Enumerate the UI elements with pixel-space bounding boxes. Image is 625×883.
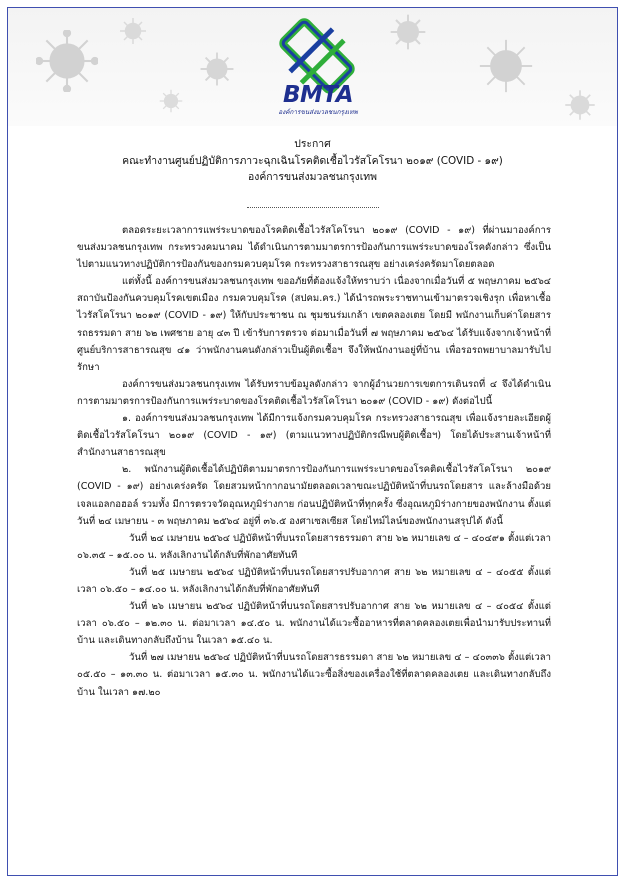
logo-brand-text: BMTA xyxy=(282,82,354,108)
divider xyxy=(247,207,379,208)
virus-icon xyxy=(388,12,428,52)
timeline-entry: วันที่ ๒๔ เมษายน ๒๕๖๔ ปฏิบัติหน้าที่บนรถโดยสารธรรมดา สาย ๖๒ หมายเลข ๔ – ๔๐๔๙๑ ตั้งแต่เวลา ๐๖.๓๕ – ๑๕.๐๐ น. หลังเลิกงานได้กลับที่พักอาศัยทันที xyxy=(77,532,551,561)
timeline-entry: วันที่ ๒๖ เมษายน ๒๕๖๔ ปฏิบัติหน้าที่บนรถโดยสารปรับอากาศ สาย ๖๒ หมายเลข ๔ – ๔๐๕๔ ตั้งแต่เวลา ๐๖.๕๐ – ๑๒.๓๐ น. ต่อมาเวลา ๑๔.๕๐ น. พนักงานได้แวะซื้ออาหารที่ตลาดคลองเตยเพื่อนำมารับประทานที่บ้าน และเดินทางกลับถึงบ้าน ในเวลา ๑๕.๔๐ น. xyxy=(77,601,551,647)
virus-icon xyxy=(563,88,597,122)
virus-icon xyxy=(118,16,148,46)
heading-line-1: ประกาศ xyxy=(294,138,331,150)
heading-line-3: องค์การขนส่งมวลชนกรุงเทพ xyxy=(248,171,377,183)
timeline-entry: วันที่ ๒๕ เมษายน ๒๕๖๔ ปฏิบัติหน้าที่บนรถโดยสารปรับอากาศ สาย ๖๒ หมายเลข ๔ – ๔๐๕๕ ตั้งแต่เวลา ๐๖.๕๐ – ๑๔.๐๐ น. หลังเลิกงานได้กลับที่พักอาศัยทันที xyxy=(77,566,551,595)
virus-icon xyxy=(198,50,236,88)
timeline-entry: วันที่ ๒๗ เมษายน ๒๕๖๔ ปฏิบัติหน้าที่บนรถโดยสารธรรมดา สาย ๖๒ หมายเลข ๔ – ๔๐๓๓๖ ตั้งแต่เวลา ๐๕.๕๐ – ๑๓.๓๐ น. ต่อมาเวลา ๑๕.๓๐ น. พนักงานได้แวะซื้อสิ่งของเครื่องใช้ที่ตลาดคลองเตย และเดินทางกลับถึงบ้าน ในเวลา ๑๗.๒๐ xyxy=(77,652,551,698)
paragraph-item-1: ๑. องค์การขนส่งมวลชนกรุงเทพ ได้มีการแจ้งกรมควบคุมโรค กระทรวงสาธารณสุข เพื่อแจ้งรายละเอียดผู้ติดเชื้อไวรัสโคโรนา ๒๐๑๙ (COVID - ๑๙) (ตามแนวทางปฏิบัติกรณีพบผู้ติดเชื้อฯ) โดยได้ประสานเจ้าหน้าที่สำนักงานสาธารณสุข xyxy=(77,413,551,459)
announcement-body xyxy=(77,222,551,701)
virus-icon xyxy=(158,88,184,114)
paragraph-case-report: แต่ทั้งนี้ องค์การขนส่งมวลชนกรุงเทพ ขออภัยที่ต้องแจ้งให้ทราบว่า เนื่องจากเมื่อวันที่ ๕ พฤษภาคม ๒๕๖๔ สถาบันป้องกันควบคุมโรคเขตเมือง กรมควบคุมโรค (สปคม.คร.) ได้นำรถพระราชทานเข้ามาตรวจเชิงรุก เพื่อหาเชื้อไวรัสโคโรนา ๒๐๑๙ (COVID - ๑๙) ให้กับประชาชน ณ ชุมชนร่มเกล้า เขตคลองเตย โดยมี พนักงานเก็บค่าโดยสารรถธรรมดา สาย ๖๒ เพศชาย อายุ ๔๓ ปี เข้ารับการตรวจ ต่อมาเมื่อวันที่ ๗ พฤษภาคม ๒๕๖๔ ได้รับแจ้งจากเจ้าหน้าที่ศูนย์บริการสาธารณสุข ๔๑ ว่าพนักงานคนดังกล่าวเป็นผู้ติดเชื้อฯ จึงให้พนักงานอยู่ที่บ้าน เพื่อรอรถพยาบาลมารับไปรักษา xyxy=(77,276,551,373)
logo-subtitle: องค์การขนส่งมวลชนกรุงเทพ xyxy=(278,108,358,116)
announcement-heading xyxy=(60,136,565,186)
paragraph-measures-intro: องค์การขนส่งมวลชนกรุงเทพ ได้รับทราบข้อมูลดังกล่าว จากผู้อำนวยการเขตการเดินรถที่ ๔ จึงได้ดำเนินการตามมาตรการป้องกันการแพร่ระบาดของโรคติดเชื้อไวรัสโคโรนา ๒๐๑๙ (COVID - ๑๙) ดังต่อไปนี้ xyxy=(77,378,551,407)
virus-icon xyxy=(36,30,98,92)
heading-line-2: คณะทำงานศูนย์ปฏิบัติการภาวะฉุกเฉินโรคติดเชื้อไวรัสโคโรนา ๒๐๑๙ (COVID - ๑๙) xyxy=(122,154,503,167)
paragraph-item-2: ๒. พนักงานผู้ติดเชื้อได้ปฏิบัติตามมาตรการป้องกันการแพร่ระบาดของโรคติดเชื้อไวรัสโคโรนา ๒๐๑๙ (COVID - ๑๙) อย่างเคร่งครัด โดยสวมหน้ากากอนามัยตลอดเวลาขณะปฏิบัติหน้าที่บนรถโดยสาร และล้างมือด้วยเจลแอลกอฮอล์ รวมทั้ง มีการตรวจวัดอุณหภูมิร่างกาย ก่อนปฏิบัติหน้าที่ทุกครั้ง ซึ่งอุณหภูมิร่างกายของพนักงาน ตั้งแต่วันที่ ๒๔ เมษายน - ๓ พฤษภาคม ๒๕๖๔ อยู่ที่ ๓๖.๕ องศาเซลเซียส โดยไทม์ไลน์ของพนักงานสรุปได้ ดังนี้ xyxy=(77,464,551,527)
paragraph-background: ตลอดระยะเวลาการแพร่ระบาดของโรคติดเชื้อไวรัสโคโรนา ๒๐๑๙ (COVID - ๑๙) ที่ผ่านมาองค์การขนส่งมวลชนกรุงเทพ กระทรวงคมนาคม ได้ดำเนินการตามมาตรการป้องกันการแพร่ระบาดของโรคดังกล่าว ซึ่งเป็นไปตามแนวทางปฏิบัติการป้องกันของกรมควบคุมโรค กระทรวงสาธารณสุข อย่างเคร่งครัดมาโดยตลอด xyxy=(77,225,551,271)
virus-icon xyxy=(478,38,534,94)
